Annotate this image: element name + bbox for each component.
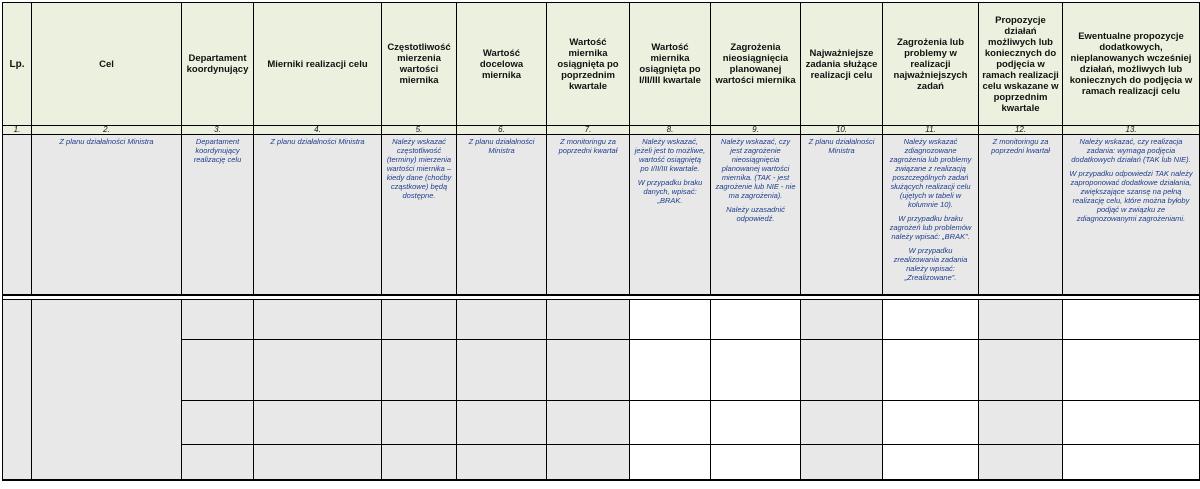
col-num: 7. [547, 126, 630, 135]
desc-propozycje: Z monitoringu za poprzedni kwartał [979, 135, 1063, 296]
cell-cel[interactable] [32, 300, 182, 481]
header-wartosc-docelowa: Wartość docelowa miernika [457, 3, 547, 126]
col-num: 13. [1063, 126, 1200, 135]
cell-wartosc-docelowa[interactable] [457, 401, 547, 445]
cell-zadania[interactable] [801, 401, 883, 445]
cell-lp[interactable] [3, 300, 32, 481]
cell-wartosc-docelowa[interactable] [457, 445, 547, 481]
desc-text: W przypadku braku danych, wpisać: „BRAK. [637, 178, 703, 205]
table-row [3, 300, 1200, 340]
cell-wartosc-kwartal[interactable] [630, 300, 711, 340]
cell-czestotliwosc[interactable] [382, 300, 457, 340]
header-propozycje: Propozycje działań możliwych lub koniecznych do podjęcia w ramach realizacji celu wskazane w poprzednim kwartale [979, 3, 1063, 126]
header-wartosc-poprzedni: Wartość miernika osiągnięta po poprzednim kwartale [547, 3, 630, 126]
cell-zadania[interactable] [801, 300, 883, 340]
monitoring-table [2, 2, 1200, 481]
header-mierniki: Mierniki realizacji celu [254, 3, 382, 126]
cell-zadania[interactable] [801, 445, 883, 481]
desc-departament: Departament koordynujący realizację celu [182, 135, 254, 296]
cell-propozycje[interactable] [979, 300, 1063, 340]
cell-propozycje[interactable] [979, 401, 1063, 445]
cell-zagrozenia-miernika[interactable] [711, 340, 801, 401]
cell-wartosc-docelowa[interactable] [457, 340, 547, 401]
cell-mierniki[interactable] [254, 401, 382, 445]
header-cel: Cel [32, 3, 182, 126]
col-num: 3. [182, 126, 254, 135]
desc-dodatkowe-propozycje [1063, 135, 1200, 296]
col-num: 9. [711, 126, 801, 135]
header-wartosc-kwartal: Wartość miernika osiągnięta po I/II/III kwartale [630, 3, 711, 126]
header-czestotliwosc: Częstotliwość mierzenia wartości miernika [382, 3, 457, 126]
header-row [3, 3, 1200, 126]
desc-text: Należy wskazać, czy realizacja zadania: wymaga podjęcia dodatkowych działań (TAK lub NIE). [1071, 137, 1191, 164]
col-num: 1. [3, 126, 32, 135]
col-num: 6. [457, 126, 547, 135]
cell-departament[interactable] [182, 300, 254, 340]
desc-text: Należy uzasadnić odpowiedź. [726, 205, 785, 223]
table-row [3, 401, 1200, 445]
desc-zagrozenia-zadan [883, 135, 979, 296]
table-row [3, 340, 1200, 401]
col-num: 12. [979, 126, 1063, 135]
cell-dodatkowe-propozycje[interactable] [1063, 401, 1200, 445]
cell-zadania[interactable] [801, 340, 883, 401]
cell-mierniki[interactable] [254, 340, 382, 401]
cell-zagrozenia-zadan[interactable] [883, 401, 979, 445]
col-num: 4. [254, 126, 382, 135]
cell-propozycje[interactable] [979, 445, 1063, 481]
col-num: 5. [382, 126, 457, 135]
header-zagrozenia-zadan: Zagrożenia lub problemy w realizacji najważniejszych zadań [883, 3, 979, 126]
table-row [3, 445, 1200, 481]
cell-czestotliwosc[interactable] [382, 340, 457, 401]
cell-mierniki[interactable] [254, 445, 382, 481]
cell-dodatkowe-propozycje[interactable] [1063, 340, 1200, 401]
desc-czestotliwosc: Należy wskazać częstotliwość (terminy) mierzenia wartości miernika – kiedy dane (choćby cząstkowe) będą dostępne. [382, 135, 457, 296]
header-dodatkowe-propozycje: Ewentualne propozycje dodatkowych, nieplanowanych wcześniej działań, możliwych lub koniecznych do podjęcia w ramach realizacji celu [1063, 3, 1200, 126]
cell-wartosc-poprzedni[interactable] [547, 445, 630, 481]
cell-wartosc-poprzedni[interactable] [547, 340, 630, 401]
cell-zagrozenia-miernika[interactable] [711, 445, 801, 481]
cell-zagrozenia-zadan[interactable] [883, 300, 979, 340]
cell-zagrozenia-zadan[interactable] [883, 340, 979, 401]
cell-dodatkowe-propozycje[interactable] [1063, 300, 1200, 340]
cell-mierniki[interactable] [254, 300, 382, 340]
cell-departament[interactable] [182, 340, 254, 401]
cell-zagrozenia-miernika[interactable] [711, 300, 801, 340]
desc-text: Należy wskazać zdiagnozowane zagrożenia lub problemy związane z realizacją poszczególnych zadań służących realizacji celu (ujętych w tabeli w kolumnie 10). [889, 137, 972, 209]
desc-text: Należy wskazać, czy jest zagrożenie nieosiągnięcia planowanej wartości miernika. (TAK - jest zagrożenie lub NIE - nie ma zagrożenia). [715, 137, 796, 200]
cell-wartosc-poprzedni[interactable] [547, 300, 630, 340]
col-num: 10. [801, 126, 883, 135]
desc-text: W przypadku braku zagrożeń lub problemów należy wpisać: „BRAK”. [889, 214, 972, 241]
instruction-row [3, 135, 1200, 296]
desc-text: W przypadku odpowiedzi TAK należy zaproponować dodatkowe działania, zwiększające szansę na pełną realizację celu, które można byłoby podjąć w związku ze zdiagnozowanymi zagrożeniami. [1069, 169, 1193, 223]
col-num: 8. [630, 126, 711, 135]
cell-wartosc-docelowa[interactable] [457, 300, 547, 340]
col-num: 2. [32, 126, 182, 135]
desc-text: Należy wskazać, jeżeli jest to możliwe, wartość osiągniętą po I/II/III kwartale. [634, 137, 706, 173]
cell-czestotliwosc[interactable] [382, 445, 457, 481]
desc-cel: Z planu działalności Ministra [32, 135, 182, 296]
desc-text: W przypadku zrealizowania zadania należy wpisać: „Zrealizowane”. [893, 246, 968, 282]
col-num: 11. [883, 126, 979, 135]
desc-wartosc-docelowa: Z planu działalności Ministra [457, 135, 547, 296]
cell-czestotliwosc[interactable] [382, 401, 457, 445]
cell-wartosc-kwartal[interactable] [630, 401, 711, 445]
desc-mierniki: Z planu działalności Ministra [254, 135, 382, 296]
desc-zadania: Z planu działalności Ministra [801, 135, 883, 296]
cell-departament[interactable] [182, 445, 254, 481]
cell-wartosc-kwartal[interactable] [630, 340, 711, 401]
header-zagrozenia-miernika: Zagrożenia nieosiągnięcia planowanej wartości miernika [711, 3, 801, 126]
cell-wartosc-poprzedni[interactable] [547, 401, 630, 445]
column-number-row [3, 126, 1200, 135]
cell-wartosc-kwartal[interactable] [630, 445, 711, 481]
desc-zagrozenia-miernika [711, 135, 801, 296]
header-zadania: Najważniejsze zadania służące realizacji celu [801, 3, 883, 126]
desc-lp [3, 135, 32, 296]
header-lp: Lp. [3, 3, 32, 126]
desc-wartosc-kwartal [630, 135, 711, 296]
cell-departament[interactable] [182, 401, 254, 445]
header-departament: Departament koordynujący [182, 3, 254, 126]
cell-zagrozenia-zadan[interactable] [883, 445, 979, 481]
cell-propozycje[interactable] [979, 340, 1063, 401]
cell-zagrozenia-miernika[interactable] [711, 401, 801, 445]
cell-dodatkowe-propozycje[interactable] [1063, 445, 1200, 481]
desc-wartosc-poprzedni: Z monitoringu za poprzedni kwartał [547, 135, 630, 296]
